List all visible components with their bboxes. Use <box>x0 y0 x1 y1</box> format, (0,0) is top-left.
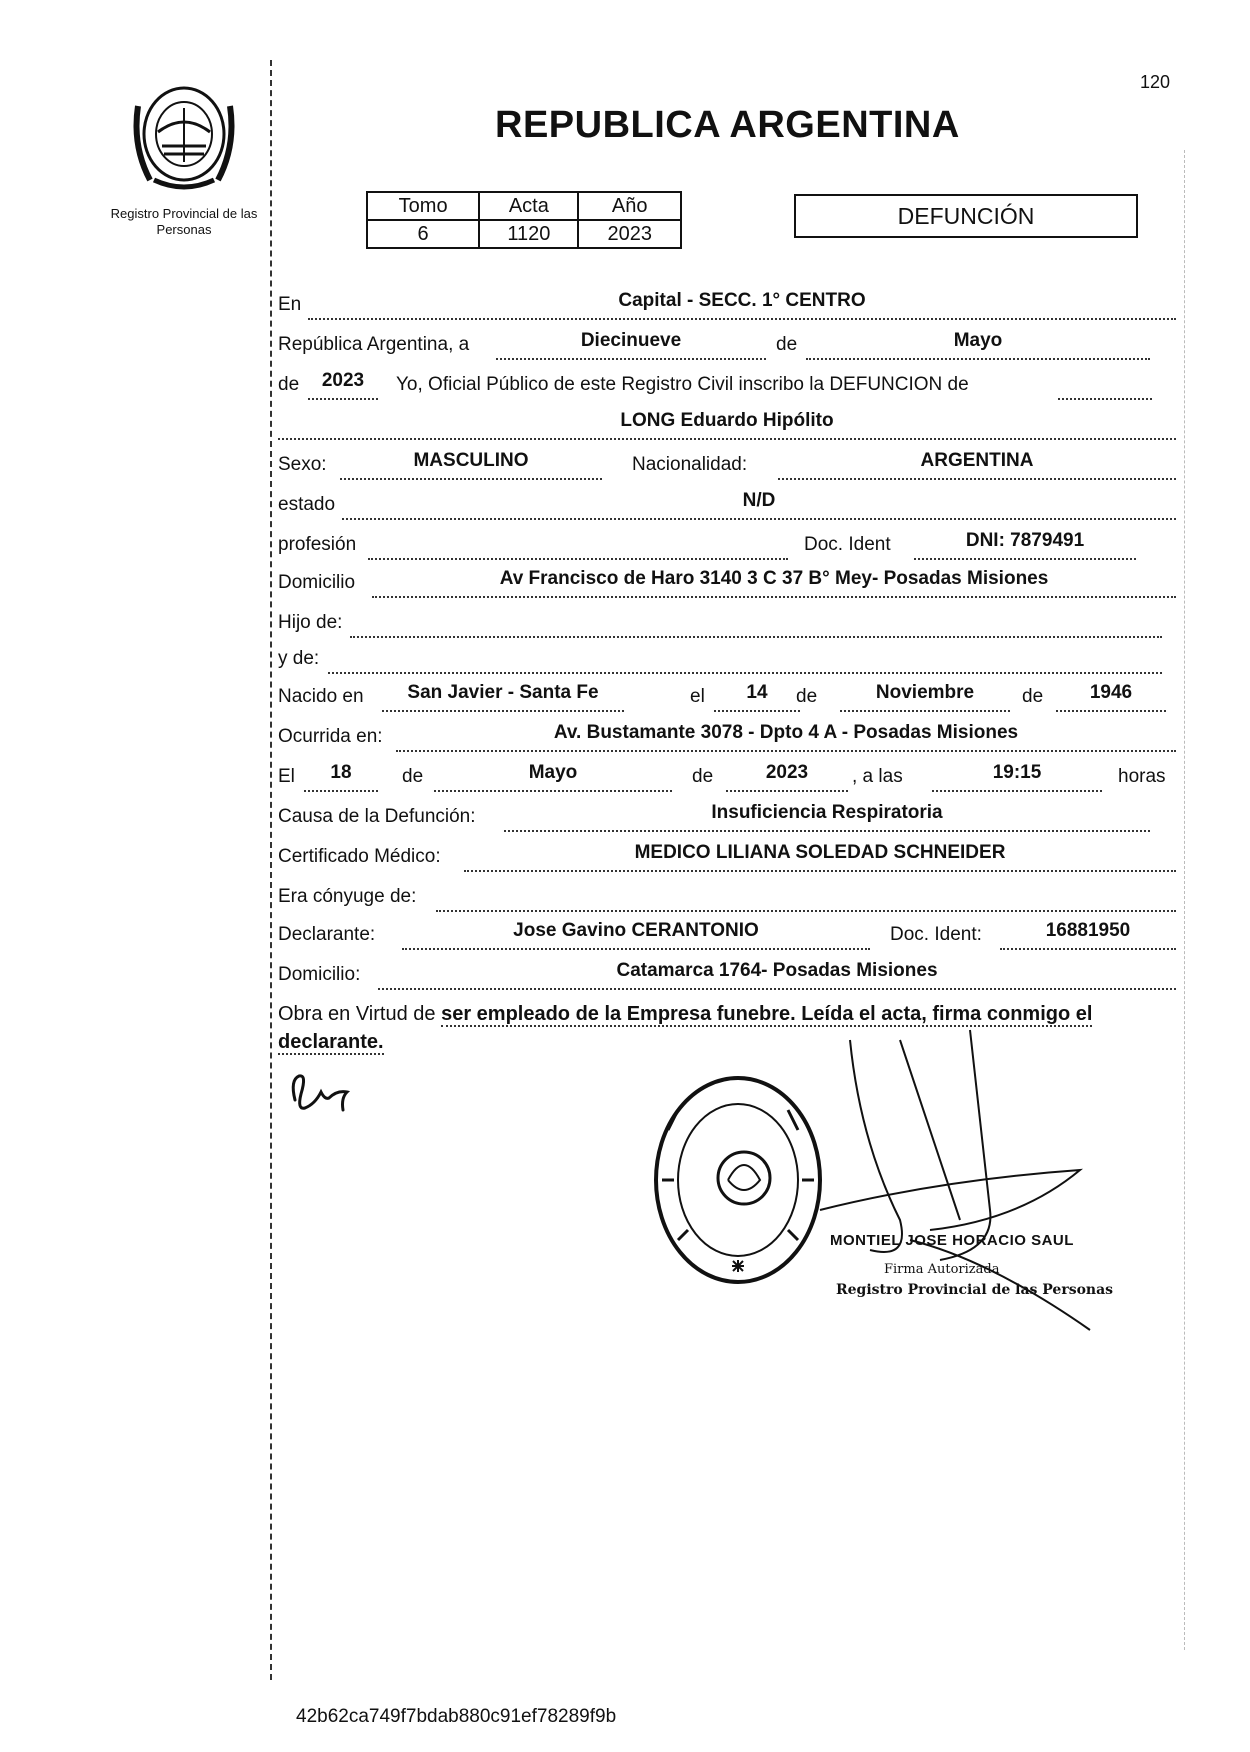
profesion-value <box>368 530 788 560</box>
conyuge-value <box>436 882 1176 912</box>
misiones-crest-icon <box>128 76 240 194</box>
declarante-label: Declarante: <box>278 924 376 945</box>
registry-name: Registro Provincial de las Personas <box>110 206 258 237</box>
profesion-label: profesión <box>278 534 357 555</box>
decl-dom-label: Domicilio: <box>278 964 361 985</box>
el2-label: El <box>278 766 295 787</box>
alas-label: , a las <box>852 766 903 787</box>
def-hora: 19:15 <box>932 762 1102 792</box>
domicilio-label: Domicilio <box>278 572 356 593</box>
firma-autorizada: Firma Autorizada <box>884 1262 1000 1277</box>
yde-label: y de: <box>278 648 320 669</box>
acta-header: Acta <box>479 192 578 220</box>
right-margin-line <box>1184 150 1185 1650</box>
page-title: REPUBLICA ARGENTINA <box>495 104 960 146</box>
row-causa <box>278 804 1178 834</box>
page-number: 120 <box>1140 72 1171 92</box>
tomo-value: 6 <box>367 220 479 248</box>
acta-value: 1120 <box>479 220 578 248</box>
nac-anio: 1946 <box>1056 682 1166 712</box>
domicilio-value: Av Francisco de Haro 3140 3 C 37 B° Mey- Posadas Misiones <box>372 568 1176 598</box>
mes-value: Mayo <box>806 330 1150 360</box>
registry-box <box>366 191 682 249</box>
en-label: En <box>278 294 302 315</box>
row-profesion <box>278 532 1178 562</box>
def-de2: de <box>692 766 714 787</box>
nacido-value: San Javier - Santa Fe <box>382 682 624 712</box>
row-nombre <box>278 412 1178 442</box>
de1-label: de <box>776 334 798 355</box>
ocurrida-label: Ocurrida en: <box>278 726 383 747</box>
anio-value: 2023 <box>308 370 378 400</box>
row-fecha <box>278 332 1178 362</box>
decl-doc-label: Doc. Ident: <box>890 924 982 945</box>
declarante-value: Jose Gavino CERANTONIO <box>402 920 870 950</box>
estado-label: estado <box>278 494 336 515</box>
inscribo-text: Yo, Oficial Público de este Registro Civil inscribo la DEFUNCION de <box>396 374 969 395</box>
row-estado <box>278 492 1178 522</box>
official-name: MONTIEL JOSE HORACIO SAUL <box>830 1232 1074 1249</box>
decl-dom-value: Catamarca 1764- Posadas Misiones <box>378 960 1176 990</box>
horas-label: horas <box>1118 766 1166 787</box>
ocurrida-value: Av. Bustamante 3078 - Dpto 4 A - Posadas Misiones <box>396 722 1176 752</box>
nac-de2: de <box>1022 686 1044 707</box>
obra-lead: Obra en Virtud de <box>278 1003 436 1025</box>
row-conyuge <box>278 884 1178 914</box>
row-inscribo <box>278 372 1178 402</box>
nacionalidad-value: ARGENTINA <box>778 450 1176 480</box>
nacido-label: Nacido en <box>278 686 364 707</box>
certificado-value: MEDICO LILIANA SOLEDAD SCHNEIDER <box>464 842 1176 872</box>
sexo-label: Sexo: <box>278 454 327 475</box>
sexo-value: MASCULINO <box>340 450 602 480</box>
row-nacido <box>278 684 1178 714</box>
anio-header: Año <box>578 192 681 220</box>
hijo-value <box>350 608 1162 638</box>
row-ocurrida <box>278 724 1178 754</box>
en-value: Capital - SECC. 1° CENTRO <box>308 290 1176 320</box>
decl-doc-value: 16881950 <box>1000 920 1176 950</box>
dia-value: Diecinueve <box>496 330 766 360</box>
inscribo-blank <box>1058 370 1152 400</box>
nac-mes: Noviembre <box>840 682 1010 712</box>
tomo-header: Tomo <box>367 192 479 220</box>
republica-label: República Argentina, a <box>278 334 470 355</box>
row-yde <box>278 646 1178 676</box>
document-type: DEFUNCIÓN <box>794 194 1138 238</box>
hijo-label: Hijo de: <box>278 612 343 633</box>
nacionalidad-label: Nacionalidad: <box>632 454 748 475</box>
document-hash: 42b62ca749f7bdab880c91ef78289f9b <box>296 1706 617 1727</box>
nombre-value: LONG Eduardo Hipólito <box>278 410 1176 440</box>
de2-label: de <box>278 374 300 395</box>
def-de1: de <box>402 766 424 787</box>
row-domicilio <box>278 570 1178 600</box>
handwritten-initials-icon <box>285 1070 375 1120</box>
doc-value: DNI: 7879491 <box>914 530 1136 560</box>
nac-de1: de <box>796 686 818 707</box>
anio-value: 2023 <box>578 220 681 248</box>
def-dia: 18 <box>304 762 378 792</box>
row-certificado <box>278 844 1178 874</box>
certificado-label: Certificado Médico: <box>278 846 441 867</box>
row-decl-domicilio <box>278 962 1178 992</box>
doc-label: Doc. Ident <box>804 534 891 555</box>
nac-dia: 14 <box>714 682 800 712</box>
def-mes: Mayo <box>434 762 672 792</box>
margin-line <box>270 60 272 1680</box>
row-en <box>278 292 1178 322</box>
yde-value <box>328 644 1162 674</box>
row-hijo <box>278 610 1178 640</box>
causa-label: Causa de la Defunción: <box>278 806 476 827</box>
conyuge-label: Era cónyuge de: <box>278 886 417 907</box>
estado-value: N/D <box>342 490 1176 520</box>
stamp-registry: Registro Provincial de las Personas <box>836 1282 1114 1298</box>
official-signature-icon <box>790 1020 1130 1360</box>
row-sexo <box>278 452 1178 482</box>
row-fecha-defuncion <box>278 764 1178 794</box>
el-label: el <box>690 686 705 707</box>
def-anio: 2023 <box>726 762 848 792</box>
causa-value: Insuficiencia Respiratoria <box>504 802 1150 832</box>
row-declarante <box>278 922 1178 952</box>
obra-text: ser empleado de la Empresa funebre. Leída el acta, firma conmigo el declarante. <box>278 1003 1093 1053</box>
